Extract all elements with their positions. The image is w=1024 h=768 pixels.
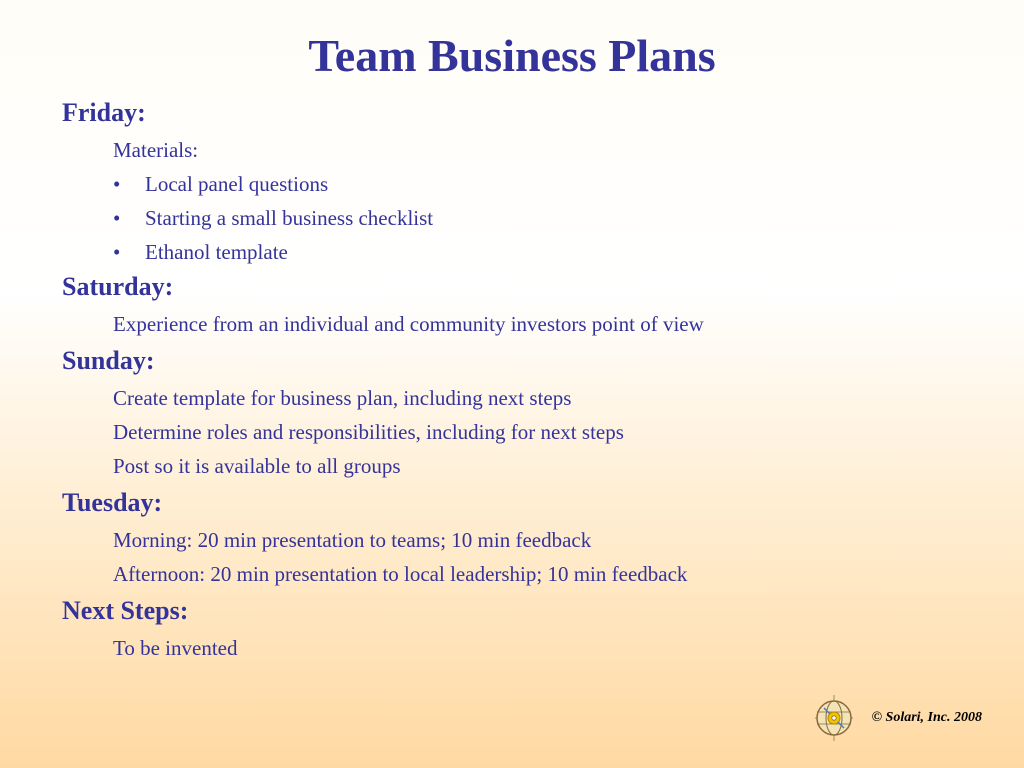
section-next-steps xyxy=(62,596,1002,660)
section-heading: Next Steps: xyxy=(62,596,189,625)
section-heading: Sunday: xyxy=(62,346,155,375)
bullet-marker: • xyxy=(113,206,121,230)
bullet-item xyxy=(113,206,1002,230)
section-line: Post so it is available to all groups xyxy=(113,454,401,478)
bullet-text: Ethanol template xyxy=(145,240,288,264)
section-tuesday xyxy=(62,488,1002,586)
globe-compass-icon xyxy=(814,694,854,742)
section-line: Experience from an individual and community investors point of view xyxy=(113,312,704,336)
bullet-marker: • xyxy=(113,172,121,196)
slide-title: Team Business Plans xyxy=(308,30,716,81)
bullet-marker: • xyxy=(113,240,121,264)
slide-content xyxy=(62,98,1002,660)
bullet-item xyxy=(113,172,1002,196)
slide-footer xyxy=(814,694,982,742)
section-heading: Saturday: xyxy=(62,272,174,301)
section-line: Determine roles and responsibilities, including for next steps xyxy=(113,420,624,444)
section-heading: Friday: xyxy=(62,98,146,127)
bullet-item xyxy=(113,240,1002,264)
section-line: Create template for business plan, including next steps xyxy=(113,386,572,410)
section-line: Morning: 20 min presentation to teams; 10 min feedback xyxy=(113,528,592,552)
copyright-text: © Solari, Inc. 2008 xyxy=(871,710,982,725)
section-friday xyxy=(62,98,1002,264)
section-heading: Tuesday: xyxy=(62,488,163,517)
section-line: Afternoon: 20 min presentation to local leadership; 10 min feedback xyxy=(113,562,688,586)
section-line: Materials: xyxy=(113,138,199,162)
section-saturday xyxy=(62,272,1002,336)
section-line: To be invented xyxy=(113,636,238,660)
section-sunday xyxy=(62,346,1002,478)
bullet-text: Local panel questions xyxy=(145,172,329,196)
bullet-text: Starting a small business checklist xyxy=(145,206,434,230)
